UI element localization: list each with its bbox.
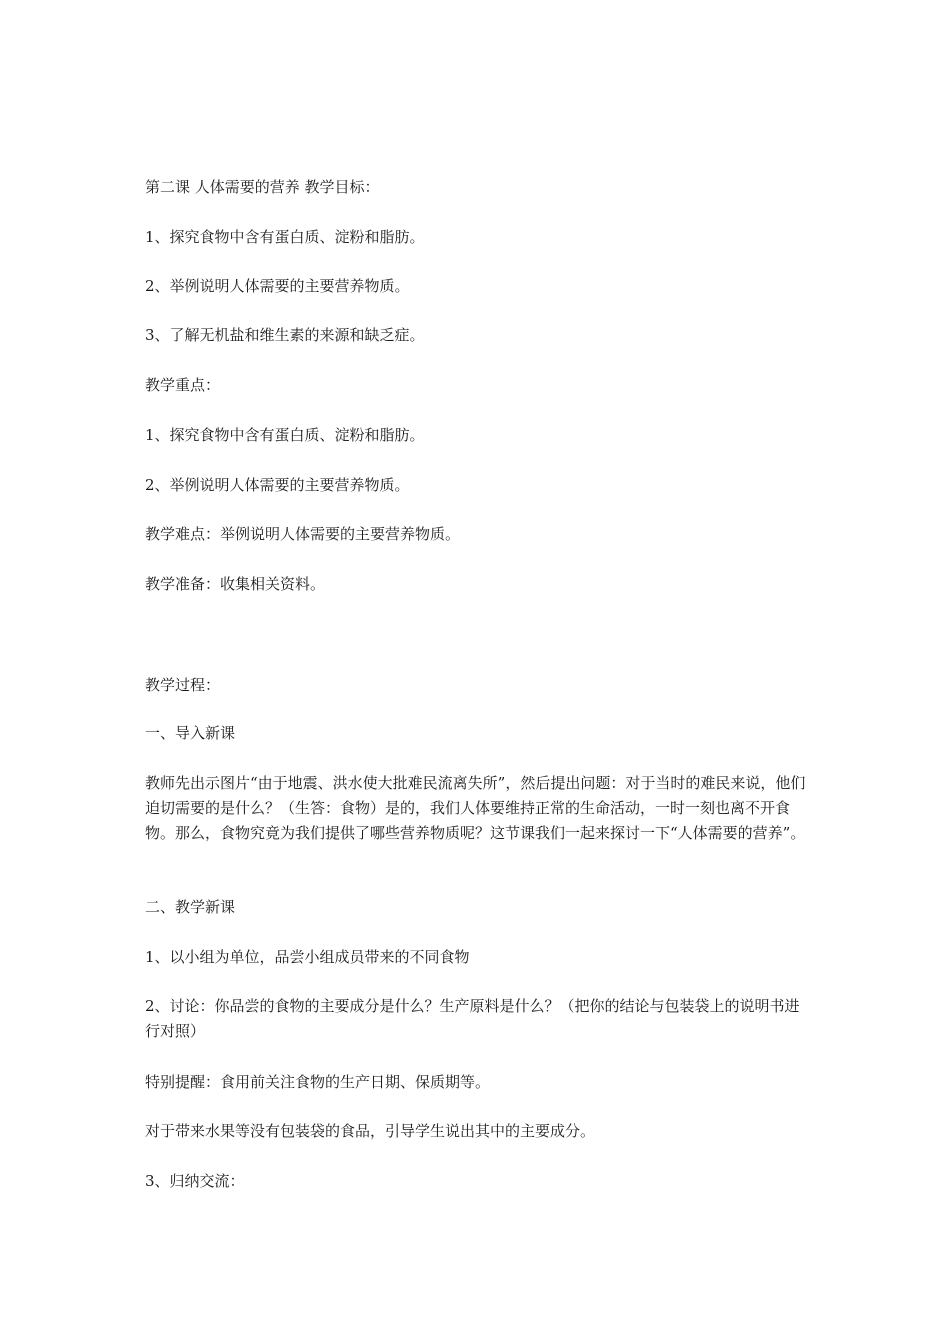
intro-paragraph: 教师先出示图片“由于地震、洪水使大批难民流离失所”，然后提出问题：对于当时的难民来说，他们迫切需要的是什么？（生答：食物）是的，我们人体要维持正常的生命活动，一时一刻也离不开食物。那么，食物究竟为我们提供了哪些营养物质呢？这节课我们一起来探讨一下“人体需要的营养”。 [145, 774, 806, 842]
objective-item: 1、探究食物中含有蛋白质、淀粉和脂肪。 [145, 228, 425, 246]
objective-item: 3、了解无机盐和维生素的来源和缺乏症。 [145, 326, 425, 344]
objective-item: 2、举例说明人体需要的主要营养物质。 [145, 277, 410, 295]
key-point-item: 1、探究食物中含有蛋白质、淀粉和脂肪。 [145, 426, 425, 444]
activity-item: 1、以小组为单位，品尝小组成员带来的不同食物 [145, 948, 470, 966]
subsection-heading-intro: 一、导入新课 [145, 724, 236, 742]
reminder-paragraph: 特别提醒：食用前关注食物的生产日期、保质期等。 [145, 1073, 491, 1091]
difficulty-paragraph: 教学难点：举例说明人体需要的主要营养物质。 [145, 525, 461, 543]
section-heading-process: 教学过程： [145, 676, 221, 694]
activity-item: 2、讨论：你品尝的食物的主要成分是什么？生产原料是什么？（把你的结论与包装袋上的说明书进行对照） [145, 997, 800, 1040]
key-point-item: 2、举例说明人体需要的主要营养物质。 [145, 476, 410, 494]
preparation-paragraph: 教学准备：收集相关资料。 [145, 575, 326, 593]
activity-item: 3、归纳交流： [145, 1172, 245, 1190]
subsection-heading-new-lesson: 二、教学新课 [145, 898, 236, 916]
section-heading-key-points: 教学重点： [145, 376, 221, 394]
guidance-paragraph: 对于带来水果等没有包装袋的食品，引导学生说出其中的主要成分。 [145, 1122, 596, 1140]
lesson-title: 第二课 人体需要的营养 教学目标： [145, 178, 380, 196]
